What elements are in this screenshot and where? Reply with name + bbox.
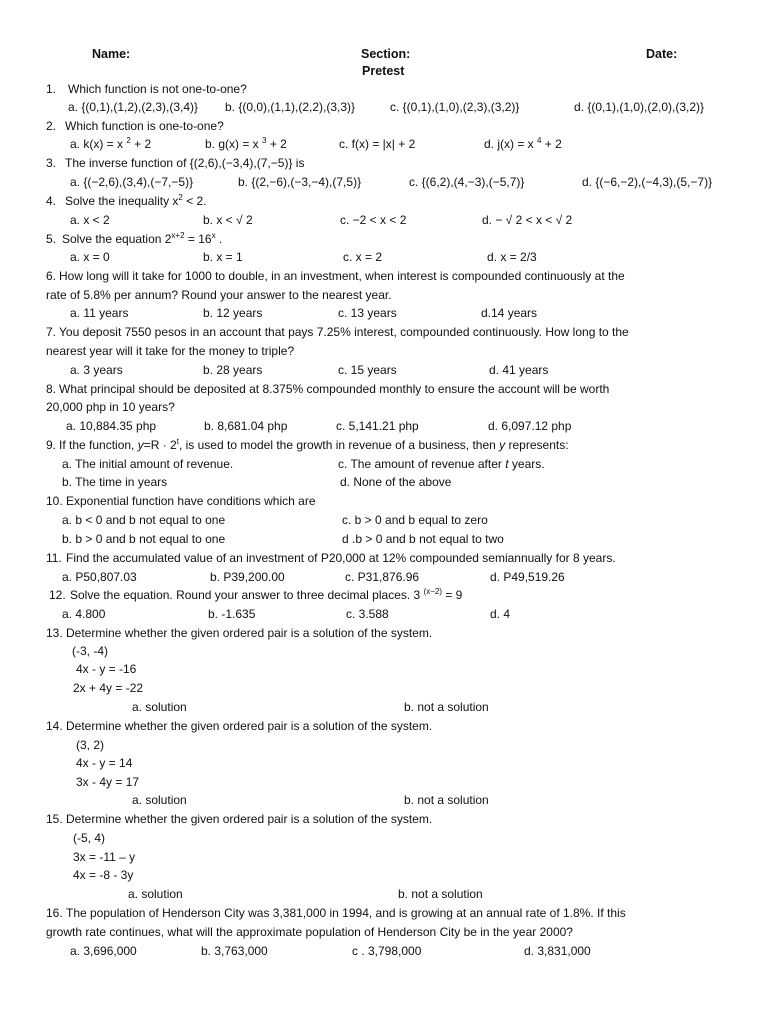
question-text: Exponential function have conditions which are xyxy=(66,494,316,508)
choice-a: a. P50,807.03 xyxy=(62,570,137,584)
question-text: Determine whether the given ordered pair is a solution of the system. xyxy=(66,812,433,826)
choice-c: c. b > 0 and b equal to zero xyxy=(342,513,488,527)
choice-d: d. − √ 2 < x < √ 2 xyxy=(482,213,573,227)
choice-d: d .b > 0 and b not equal to two xyxy=(342,532,504,546)
choice-d: d. 41 years xyxy=(489,363,549,377)
question-text: How long will it take for 1000 to double, in an investment, when interest is compounded continuously at the xyxy=(59,269,625,283)
choice-d: d. 4 xyxy=(490,607,511,621)
question-text: Find the accumulated value of an investment of P20,000 at 12% compounded semiannually for 8 years. xyxy=(66,551,616,565)
question-number: 7. xyxy=(46,325,57,339)
question-number: 16. xyxy=(46,906,63,920)
choice-b: b. {(2,−6),(−3,−4),(7,5)} xyxy=(238,175,362,189)
choice-c: c. {(6,2),(4,−3),(−5,7)} xyxy=(409,175,525,189)
question-text: The inverse function of {(2,6),(−3,4),(7,−5)} is xyxy=(65,156,305,170)
choice-d: d. 3,831,000 xyxy=(524,944,591,958)
question-text: Solve the equation. Round your answer to three decimal places. 3 $^{(x-2)}$ = 9 xyxy=(70,587,463,602)
choice-b: b. 3,763,000 xyxy=(201,944,268,958)
question-text: Solve the equation $2^{x+2} = 16^x$ . xyxy=(62,231,223,246)
question-number: 13. xyxy=(46,626,63,640)
question-text: Determine whether the given ordered pair is a solution of the system. xyxy=(66,719,433,733)
choice-b: b. not a solution xyxy=(404,793,489,807)
choice-d: d. {(−6,−2),(−4,3),(5,−7)} xyxy=(582,175,713,189)
question-number: 3. xyxy=(46,156,57,170)
choice-d: d. 6,097.12 php xyxy=(488,419,572,433)
choice-a: a. solution xyxy=(132,700,187,714)
choice-d: d. {(0,1),(1,0),(2,0),(3,2)} xyxy=(574,100,705,114)
choice-d: d. None of the above xyxy=(340,475,452,489)
page-title: Pretest xyxy=(362,64,405,78)
choice-c: c. The amount of revenue after t years. xyxy=(338,457,545,471)
question-number: 9. xyxy=(46,438,57,452)
question-number: 1. xyxy=(46,82,57,96)
question-number: 11. xyxy=(46,551,62,565)
choice-a: a. x < 2 xyxy=(70,213,110,227)
choice-b: b. P39,200.00 xyxy=(210,570,285,584)
equation-1: 4x - y = -16 xyxy=(76,662,137,676)
choice-c: c. 13 years xyxy=(338,306,397,320)
question-number: 4. xyxy=(46,194,57,208)
choice-d: d. P49,519.26 xyxy=(490,570,565,584)
choice-b: b. 8,681.04 php xyxy=(204,419,288,433)
choice-c: c. P31,876.96 xyxy=(345,570,420,584)
question-text-continued: 20,000 php in 10 years? xyxy=(46,400,175,414)
choice-a: a. x = 0 xyxy=(70,250,110,264)
question-number: 12. xyxy=(49,588,66,602)
name-label: Name: xyxy=(92,47,131,61)
choice-c: c. −2 < x < 2 xyxy=(340,213,407,227)
choice-b: b. {(0,0),(1,1),(2,2),(3,3)} xyxy=(225,100,356,114)
choice-b: b. The time in years xyxy=(62,475,168,489)
ordered-pair: (-3, -4) xyxy=(72,644,108,658)
question-number: 10. xyxy=(46,494,63,508)
choice-a: a. solution xyxy=(128,887,183,901)
date-label: Date: xyxy=(646,47,678,61)
choice-a: a. 10,884.35 php xyxy=(66,419,157,433)
choice-d: d. j(x) = x $^4$ + 2 xyxy=(484,136,562,151)
question-number: 8. xyxy=(46,382,57,396)
question-text: Determine whether the given ordered pair is a solution of the system. xyxy=(66,626,433,640)
choice-d: d. x = 2/3 xyxy=(487,250,537,264)
choice-b: b. b > 0 and b not equal to one xyxy=(62,532,226,546)
choice-a: a. b < 0 and b not equal to one xyxy=(62,513,226,527)
choice-a: a. {(−2,6),(3,4),(−7,−5)} xyxy=(70,175,194,189)
choice-a: a. solution xyxy=(132,793,187,807)
choice-c: c . 3,798,000 xyxy=(352,944,422,958)
question-number: 6. xyxy=(46,269,57,283)
choice-b: b. x = 1 xyxy=(203,250,243,264)
equation-2: 2x + 4y = -22 xyxy=(73,681,144,695)
ordered-pair: (-5, 4) xyxy=(73,831,106,845)
question-text: Which function is one-to-one? xyxy=(65,119,224,133)
choice-b: b. x < √ 2 xyxy=(203,213,253,227)
question-text: If the function, $y=R \cdot 2^t$, is used to model the growth in revenue of a business, then y represents: xyxy=(59,437,569,452)
choice-b: b. 28 years xyxy=(203,363,263,377)
choice-c: c. {(0,1),(1,0),(2,3),(3,2)} xyxy=(390,100,520,114)
choice-a: a. {(0,1),(1,2),(2,3),(3,4)} xyxy=(68,100,199,114)
choice-c: c. f(x) = |x| + 2 xyxy=(339,137,416,151)
question-text: Which function is not one-to-one? xyxy=(68,82,247,96)
choice-b: b. 12 years xyxy=(203,306,263,320)
question-number: 14. xyxy=(46,719,63,733)
choice-b: b. not a solution xyxy=(398,887,483,901)
choice-c: c. 3.588 xyxy=(346,607,389,621)
equation-1: 4x - y = 14 xyxy=(76,756,133,770)
choice-a: a. 4.800 xyxy=(62,607,106,621)
choice-a: a. The initial amount of revenue. xyxy=(62,457,234,471)
question-text: You deposit 7550 pesos in an account that pays 7.25% interest, compounded continuously. How long to the xyxy=(59,325,629,339)
equation-2: 4x = -8 - 3y xyxy=(73,868,134,882)
ordered-pair: (3, 2) xyxy=(76,738,105,752)
choice-a: a. k(x) = x $^2$ + 2 xyxy=(70,136,152,151)
choice-b: b. not a solution xyxy=(404,700,489,714)
choice-c: c. 5,141.21 php xyxy=(336,419,419,433)
choice-b: b. -1.635 xyxy=(208,607,256,621)
question-text: The population of Henderson City was 3,381,000 in 1994, and is growing at an annual rate of 1.8%. If this xyxy=(66,906,626,920)
question-number: 5. xyxy=(46,232,57,246)
section-label: Section: xyxy=(361,47,411,61)
question-text: Solve the inequality $x^2 < 2$. xyxy=(65,193,207,208)
choice-a: a. 3 years xyxy=(70,363,123,377)
choice-c: c. x = 2 xyxy=(343,250,383,264)
choice-c: c. 15 years xyxy=(338,363,397,377)
choice-a: a. 3,696,000 xyxy=(70,944,137,958)
question-text-continued: rate of 5.8% per annum? Round your answer to the nearest year. xyxy=(46,288,392,302)
choice-b: b. g(x) = x $^3$ + 2 xyxy=(205,136,287,151)
equation-1: 3x = -11 – y xyxy=(73,850,136,864)
question-number: 15. xyxy=(46,812,63,826)
question-text: What principal should be deposited at 8.375% compounded monthly to ensure the account will be worth xyxy=(59,382,610,396)
question-text-continued: growth rate continues, what will the approximate population of Henderson City be in the year 2000? xyxy=(46,925,573,939)
equation-2: 3x - 4y = 17 xyxy=(76,775,140,789)
choice-d: d.14 years xyxy=(481,306,538,320)
question-text-continued: nearest year will it take for the money to triple? xyxy=(46,344,295,358)
question-number: 2. xyxy=(46,119,57,133)
choice-a: a. 11 years xyxy=(70,306,129,320)
